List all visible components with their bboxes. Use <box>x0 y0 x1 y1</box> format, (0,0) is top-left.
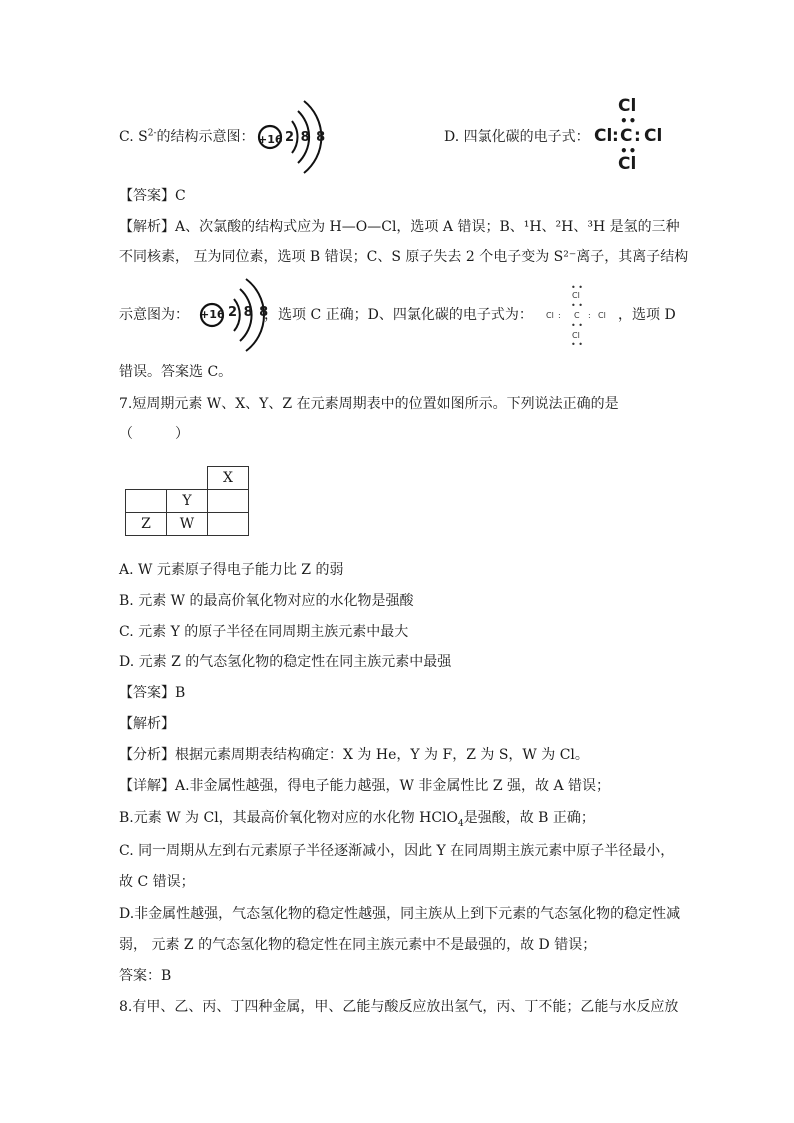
q6-analysis-line-3b: ，选项 C 正确；D、四氯化碳的电子式为： <box>264 307 533 323</box>
q6-answer: 【答案】C <box>119 188 186 204</box>
q6-analysis-line-3a: 示意图为： <box>119 307 189 323</box>
option-d-label: D. 四氯化碳的电子式： <box>444 129 590 145</box>
q6-analysis-line-3c: ，选项 D <box>618 307 676 323</box>
q6-analysis-line-2: 不同核素， 互为同位素，选项 B 错误；C、S 原子失去 2 个电子变为 S²⁻离子，其离子结构 <box>119 249 689 265</box>
inline-shell-label: 2 8 8 <box>228 305 270 320</box>
q7-fenxi: 【分析】根据元素周期表结构确定：X 为 He，Y 为 F，Z 为 S，W 为 Cl。 <box>119 747 589 763</box>
shell-electrons-label: 2 8 8 <box>285 130 327 145</box>
electron-pair-bottom: •• <box>620 144 638 158</box>
q7-analysis-label: 【解析】 <box>119 716 175 732</box>
q6-analysis-line-4: 错误。答案选 C。 <box>119 364 233 380</box>
q7-option-c: C. 元素 Y 的原子半径在同周期主族元素中最大 <box>119 624 409 640</box>
q7-detail-c-line-2: 故 C 错误； <box>119 874 195 890</box>
q7-option-d: D. 元素 Z 的气态氢化物的稳定性在同主族元素中最强 <box>119 654 452 670</box>
q7-xiangjie: 【详解】A.非金属性越强，得电子能力越强，W 非金属性比 Z 强，故 A 错误； <box>119 778 611 794</box>
ccl4-electron-formula <box>594 96 668 178</box>
nucleus-label: +16 <box>258 133 283 146</box>
q7-parenthesis: （ ） <box>119 426 189 442</box>
inline-nucleus-label: +16 <box>200 308 225 321</box>
cl-bottom: Cl <box>618 154 637 174</box>
q7-final-answer: 答案：B <box>119 968 172 984</box>
colon-right: : <box>634 126 641 146</box>
cell-y: Y <box>167 490 208 513</box>
q7-detail-c-line-1: C. 同一周期从左到右元素原子半径逐渐减小，因此 Y 在同周期主族元素中原子半径最小， <box>119 843 675 859</box>
q8-stem: 8.有甲、乙、丙、丁四种金属，甲、乙能与酸反应放出氢气，丙、丁不能；乙能与水反应放 <box>119 999 679 1015</box>
cl-right: Cl <box>644 126 663 146</box>
option-c-line: C. $S^{2-}$的结构示意图： <box>119 128 255 145</box>
colon-left: : <box>612 126 619 146</box>
q7-stem: 7.短周期元素 W、X、Y、Z 在元素周期表中的位置如图所示。下列说法正确的是 <box>119 396 619 412</box>
q7-answer: 【答案】B <box>119 685 186 701</box>
q6-analysis-line-1: 【解析】A、次氯酸的结构式应为 H—O—Cl，选项 A 错误；B、¹H、²H、³H 是氢的三种 <box>119 219 680 235</box>
q7-detail-b: B.元素 W 为 Cl，其最高价氧化物对应的水化物 HClO$_4$是强酸，故 B 正确； <box>119 810 595 829</box>
q7-option-b: B. 元素 W 的最高价氧化物对应的水化物是强酸 <box>119 593 414 609</box>
periodic-table-excerpt <box>125 466 249 536</box>
cell-w: W <box>167 513 208 536</box>
cell-x: X <box>208 467 249 490</box>
q7-detail-d-line-1: D.非金属性越强，气态氢化物的稳定性越强，同主族从上到下元素的气态氢化物的稳定性减 <box>119 906 681 922</box>
carbon: C <box>620 126 633 146</box>
cl-top: Cl <box>618 96 637 116</box>
electron-pair-top: •• <box>620 114 638 128</box>
cell-z: Z <box>126 513 167 536</box>
cl-left: Cl <box>594 126 613 146</box>
q7-option-a: A. W 元素原子得电子能力比 Z 的弱 <box>119 562 344 578</box>
q7-detail-d-line-2: 弱， 元素 Z 的气态氢化物的稳定性在同主族元素中不是最强的，故 D 错误； <box>119 937 597 953</box>
ccl4-inline-formula: • • Cl • • Cl : C : Cl • • Cl • • <box>546 283 606 349</box>
